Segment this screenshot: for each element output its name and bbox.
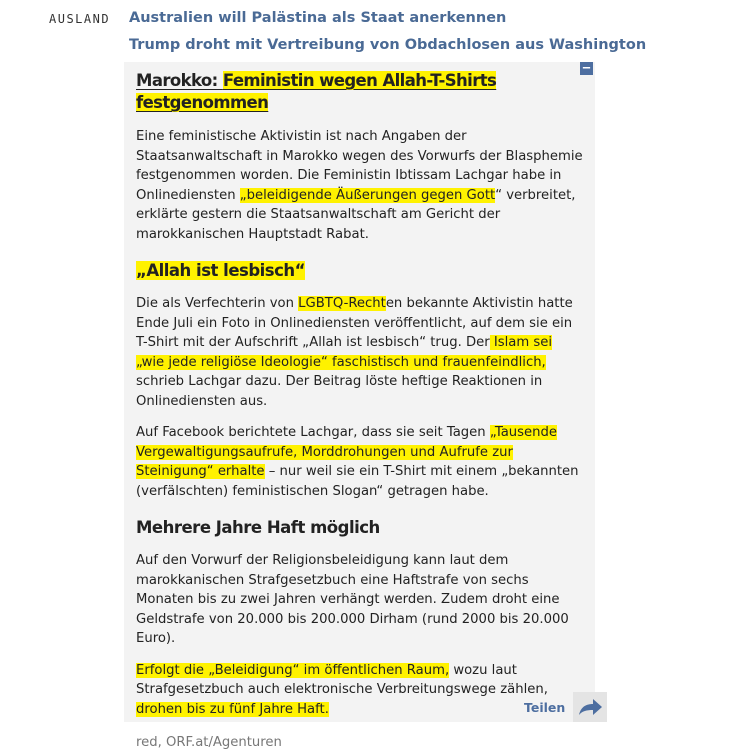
p1-text-b: “ verbreitet, erklärte gestern die Staatsanwaltschaft am Gericht der marokkanischen Hauptstadt Rabat. xyxy=(136,187,576,242)
paragraph-5 xyxy=(136,661,584,720)
paragraph-4: Auf den Vorwurf der Religionsbeleidigung kann laut dem marokkanischen Strafgesetzbuch eine Haftstrafe von sechs Monaten bis zu zwei Jahren verhängt werden. Zudem droht eine Geldstrafe von 20.000 bis 200.000 Dirham (rund 2000 bis 20.000 Euro). xyxy=(136,553,569,646)
p3-text-a: Auf Facebook berichtete Lachgar, dass sie seit Tagen xyxy=(136,425,490,440)
p2-text-b: en bekannte Aktivistin hatte Ende Juli ein Foto in Onlinediensten veröffentlicht, auf dem sie ein T-Shirt mit der Aufschrift „Allah ist lesbisch“ trug. Der xyxy=(136,296,573,350)
p1-text-a: Eine feministische Aktivistin ist nach Angaben der Staatsanwaltschaft in Marokko wegen des Vorwurfs der Blasphemie festgenommen worden. Die Feministin Ibtissam Lachgar habe in Onlinediensten xyxy=(136,129,583,203)
p3-highlight: „Tausende Vergewaltigungsaufrufe, Morddrohungen und Aufrufe zur Steinigung“ erhalte xyxy=(136,425,557,479)
subheading-1 xyxy=(136,260,584,282)
collapse-button[interactable]: – xyxy=(580,62,593,75)
paragraph-3 xyxy=(136,423,584,501)
article-title[interactable] xyxy=(136,70,584,114)
p2-text-a: Die als Verfechterin von xyxy=(136,296,299,311)
paragraph-1 xyxy=(136,127,584,244)
title-main: Feministin wegen Allah-T-Shirts festgenommen xyxy=(136,71,497,112)
p5-highlight-1: Erfolgt die „Beleidigung“ im öffentlichen Raum, xyxy=(136,662,450,678)
subheading-1-text: „Allah ist lesbisch“ xyxy=(136,261,305,280)
article-content xyxy=(136,70,584,753)
title-prefix: Marokko: xyxy=(136,71,223,90)
share-label: Teilen xyxy=(524,699,566,715)
p2-highlight-2: Islam sei „wie jede religiöse Ideologie“ faschistisch und frauenfeindlich, xyxy=(136,335,553,370)
article-panel xyxy=(124,60,595,750)
headline-link-australia[interactable]: Australien will Palästina als Staat anerkennen xyxy=(129,10,507,26)
p2-text-c: schrieb Lachgar dazu. Der Beitrag löste heftige Reaktionen in Onlinediensten aus. xyxy=(136,374,543,409)
paragraph-2 xyxy=(136,294,584,411)
share-arrow-icon xyxy=(573,692,607,722)
p1-highlight: „beleidigende Äußerungen gegen Gott xyxy=(239,187,496,203)
p2-highlight-1: LGBTQ-Recht xyxy=(298,296,386,311)
p3-text-b: – nur weil sie ein T-Shirt mit einem „bekannten (verfälschten) feministischen Slogan“ getragen habe. xyxy=(136,464,579,499)
p5-text-a: wozu laut Strafgesetzbuch auch elektronische Verbreitungswege zählen, xyxy=(136,662,548,697)
article-source: red, ORF.at/Agenturen xyxy=(136,735,282,750)
share-button[interactable] xyxy=(524,692,607,722)
p5-highlight-2: drohen bis zu fünf Jahre Haft. xyxy=(136,701,329,717)
headline-link-trump[interactable]: Trump droht mit Vertreibung von Obdachlosen aus Washington xyxy=(129,37,647,53)
subheading-2: Mehrere Jahre Haft möglich xyxy=(136,518,380,537)
section-label: AUSLAND xyxy=(49,12,111,26)
